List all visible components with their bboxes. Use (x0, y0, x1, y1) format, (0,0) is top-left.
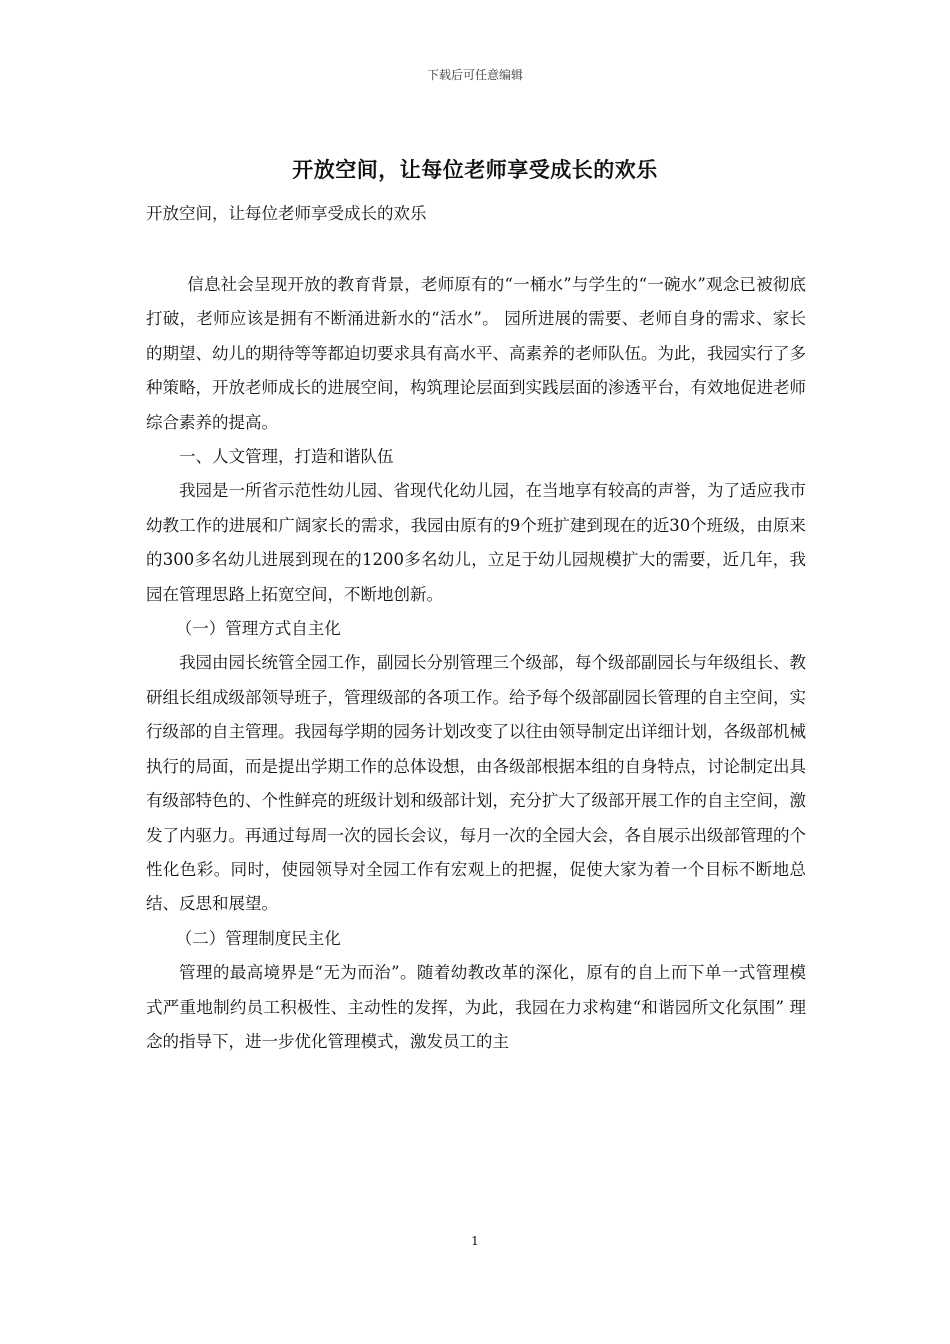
paragraph-intro: 信息社会呈现开放的教育背景，老师原有的“一桶水”与学生的“一碗水”观念已被彻底打破，老师应该是拥有不断涌进新水的“活水”。 园所进展的需要、老师自身的需求、家长的期望、幼儿的期待等等都迫切要求具有高水平、高素养的老师队伍。为此，我园实行了多种策略，开放老师成长的进展空间，构筑理论层面到实践层面的渗透平台，有效地促进老师综合素养的提高。 (146, 275, 806, 432)
section-heading-1: 一、人文管理，打造和谐队伍 (179, 447, 394, 467)
header-note: 下载后可任意编辑 (426, 68, 523, 82)
paragraph: 管理的最高境界是“无为而治”。随着幼教改革的深化，原有的自上而下单一式管理模式严重地制约员工积极性、主动性的发挥，为此，我园在力求构建“和谐园所文化氛围” 理念的指导下，进一步优化管理模式，激发员工的主 (146, 963, 806, 1051)
document-body (146, 268, 806, 1059)
subsection-heading-2: （二）管理制度民主化 (175, 928, 341, 948)
page-number: 1 (471, 1234, 479, 1248)
subsection-heading-1: （一）管理方式自主化 (175, 619, 341, 639)
paragraph: 我园由园长统管全园工作，副园长分别管理三个级部，每个级部副园长与年级组长、教研组长组成级部领导班子，管理级部的各项工作。给予每个级部副园长管理的自主空间，实行级部的自主管理。我园每学期的园务计划改变了以往由领导制定出详细计划，各级部机械执行的局面，而是提出学期工作的总体设想，由各级部根据本组的自身特点，讨论制定出具有级部特色的、个性鲜亮的班级计划和级部计划，充分扩大了级部开展工作的自主空间，激发了内驱力。再通过每周一次的园长会议，每月一次的全园大会，各自展示出级部管理的个性化色彩。同时，使园领导对全园工作有宏观上的把握，促使大家为着一个目标不断地总结、反思和展望。 (146, 653, 806, 914)
document-title: 开放空间，让每位老师享受成长的欢乐 (292, 157, 658, 182)
document-subtitle: 开放空间，让每位老师享受成长的欢乐 (146, 204, 427, 223)
paragraph: 我园是一所省示范性幼儿园、省现代化幼儿园，在当地享有较高的声誉，为了适应我市幼教工作的进展和广阔家长的需求，我园由原有的9个班扩建到现在的近30个班级，由原来的300多名幼儿进展到现在的1200多名幼儿，立足于幼儿园规模扩大的需要，近几年，我园在管理思路上拓宽空间，不断地创新。 (146, 481, 806, 604)
